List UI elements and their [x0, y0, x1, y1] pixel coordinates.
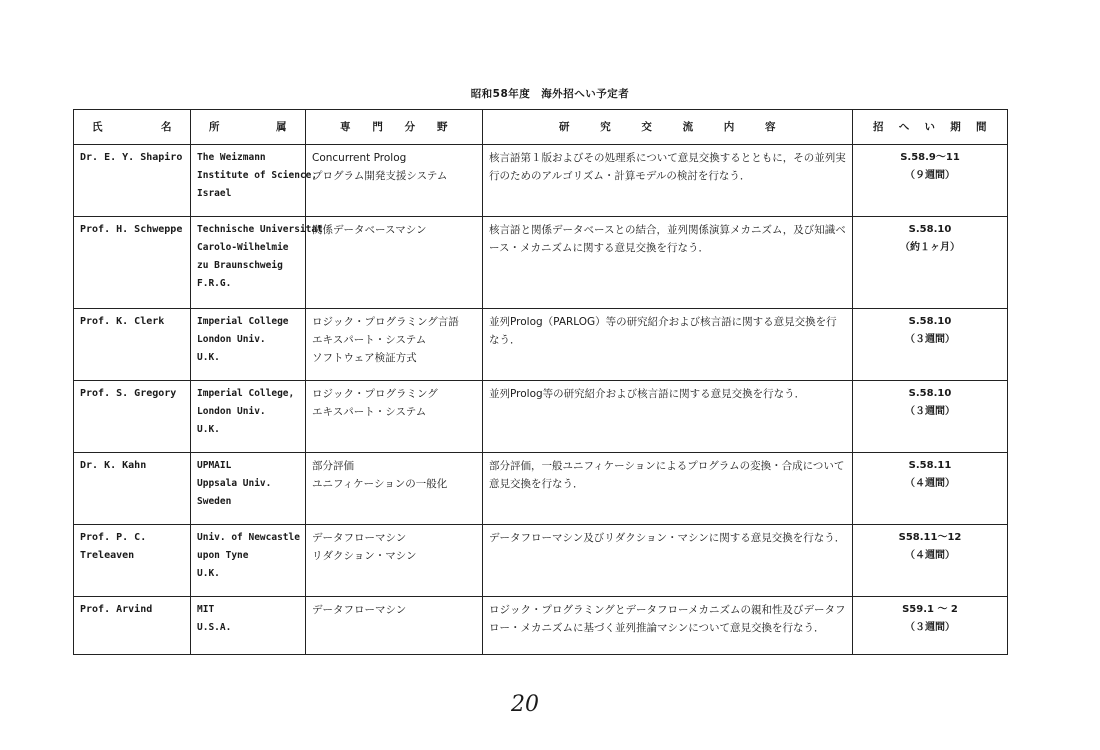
field-line: ロジック・プログラミング [312, 388, 438, 400]
field-line: ソフトウェア検証方式 [312, 352, 417, 364]
period-date: S58.11～12 [898, 532, 962, 543]
field-line: エキスパート・システム [312, 406, 427, 418]
table-row [74, 381, 1008, 453]
period-cell [853, 525, 1008, 597]
period-duration: （４週間） [905, 478, 955, 489]
table-row [74, 525, 1008, 597]
affiliation-line: F.R.G. [197, 278, 232, 289]
period-duration: （３週間） [905, 334, 955, 345]
header-period [853, 110, 1008, 145]
field-line: ロジック・プログラミング言語 [312, 316, 459, 328]
content-text: 並列Prolog（PARLOG）等の研究紹介および核言語に関する意見交換を行なう． [489, 316, 837, 346]
affiliation-cell [191, 145, 318, 217]
affiliation-line: Univ. of Newcastle [197, 532, 300, 543]
header-content-char: 交 [641, 121, 653, 133]
affiliation-cell [191, 597, 306, 655]
field-line: エキスパート・システム [312, 334, 427, 346]
field-line: 部分評価 [312, 460, 354, 472]
header-name-char: 氏 [92, 121, 103, 133]
header-content-char: 究 [600, 121, 612, 133]
field-line: ユニフィケーションの一般化 [312, 478, 448, 490]
field-cell [306, 381, 483, 453]
field-line: データフローマシン [312, 532, 407, 544]
period-date: S.58.11 [908, 460, 952, 471]
affiliation-line: Imperial College, [197, 388, 295, 399]
affiliation-line: upon Tyne [197, 550, 249, 561]
content-cell [483, 145, 853, 217]
content-text: ロジック・プログラミングとデータフローメカニズムの親和性及びデータフロー・メカニズムに基づく並列推論マシンについて意見交換を行なう． [489, 604, 846, 634]
affiliation-line: zu Braunschweig [197, 260, 283, 271]
period-duration: （３週間） [905, 622, 955, 633]
content-cell [483, 309, 853, 381]
table-row [74, 597, 1008, 655]
header-period-char: い [924, 121, 936, 133]
table-row [74, 309, 1008, 381]
header-name-char: 名 [161, 121, 172, 133]
field-cell [306, 145, 483, 217]
affiliation-cell [191, 381, 306, 453]
period-cell [853, 217, 1008, 309]
content-text: 並列Prolog等の研究紹介および核言語に関する意見交換を行なう． [489, 388, 806, 400]
affiliation-line: Israel [197, 188, 232, 199]
affiliation-line: Institute of Science, [197, 170, 318, 181]
affiliation-line: Technische Universitat [197, 224, 323, 235]
affiliation-line: London Univ. [197, 406, 266, 417]
affiliation-line: U.K. [197, 352, 220, 363]
content-text: 核言語と関係データベースとの結合，並列関係演算メカニズム，及び知識ベース・メカニズムに関する意見交換を行なう． [489, 224, 846, 254]
content-cell [483, 217, 853, 309]
affiliation-cell [191, 217, 323, 309]
page-title: 昭和58年度 海外招へい予定者 [470, 88, 630, 100]
affiliation-line: London Univ. [197, 334, 266, 345]
field-line: リダクション・マシン [312, 550, 417, 562]
content-cell [483, 525, 853, 597]
period-duration: （４週間） [905, 550, 955, 561]
header-period-char: 間 [976, 121, 987, 133]
content-text: 部分評価，一般ユニフィケーションによるプログラムの変換・合成について意見交換を行なう． [489, 460, 845, 490]
affiliation-cell [191, 525, 306, 597]
affiliation-cell [191, 309, 306, 381]
affiliation-line: Imperial College [197, 316, 289, 327]
affiliation-line: U.S.A. [197, 622, 232, 633]
header-field-char: 分 [404, 121, 416, 133]
field-line: Concurrent Prolog [312, 152, 407, 164]
affiliation-line: U.K. [197, 568, 220, 579]
header-affiliation-char: 属 [276, 121, 287, 133]
table-row [74, 217, 1008, 309]
content-cell [483, 597, 853, 655]
visitor-name: Dr. K. Kahn [74, 453, 191, 525]
period-date: S.58.10 [908, 224, 952, 235]
affiliation-line: Carolo-Wilhelmie [197, 242, 289, 253]
affiliation-cell [191, 453, 306, 525]
affiliation-line: Uppsala Univ. [197, 478, 272, 489]
affiliation-line: UPMAIL [197, 460, 232, 471]
affiliation-line: The Weizmann [197, 152, 266, 163]
content-text: 核言語第１版およびその処理系について意見交換するとともに，その並列実行のためのアルゴリズム・計算モデルの検討を行なう． [489, 152, 846, 182]
header-field-char: 門 [372, 121, 384, 133]
period-date: S.58.10 [908, 388, 952, 399]
header-content-char: 流 [682, 121, 694, 133]
field-cell [306, 453, 483, 525]
content-cell [483, 453, 853, 525]
period-duration: （約１ヶ月） [900, 242, 960, 253]
period-cell [853, 453, 1008, 525]
period-duration: （３週間） [905, 406, 955, 417]
header-content-char: 容 [764, 121, 776, 133]
period-date: S59.1 ～ 2 [902, 604, 958, 615]
visitor-name: Prof. S. Gregory [74, 381, 191, 453]
header-period-char: 招 [873, 121, 884, 133]
visitor-name: Dr. E. Y. Shapiro [74, 145, 191, 217]
page-number: 20 [511, 692, 539, 717]
header-content-char: 内 [723, 121, 735, 133]
affiliation-line: MIT [197, 604, 215, 615]
field-cell [306, 217, 483, 309]
content-cell [483, 381, 853, 453]
visitor-name: Prof. Arvind [74, 597, 191, 655]
field-cell [306, 597, 483, 655]
header-content [483, 110, 853, 145]
header-name [74, 110, 191, 145]
field-cell [306, 309, 483, 381]
table-row [74, 145, 1008, 217]
period-duration: （９週間） [905, 170, 955, 181]
header-period-char: 期 [950, 121, 962, 133]
field-line: データフローマシン [312, 604, 407, 616]
table-header-row [74, 110, 1008, 145]
header-affiliation [191, 110, 306, 145]
visitor-name: Prof. P. C. Treleaven [74, 525, 191, 597]
field-line: 関係データベースマシン [312, 224, 427, 236]
field-cell [306, 525, 483, 597]
period-cell [853, 597, 1008, 655]
affiliation-line: Sweden [197, 496, 232, 507]
header-field-char: 野 [436, 121, 448, 133]
visitor-schedule-table [73, 109, 1008, 655]
header-content-char: 研 [559, 121, 570, 133]
header-period-char: へ [898, 121, 910, 133]
visitor-name: Prof. H. Schweppe [74, 217, 191, 309]
affiliation-line: U.K. [197, 424, 220, 435]
header-field [306, 110, 483, 145]
header-affiliation-char: 所 [209, 121, 220, 133]
header-field-char: 専 [340, 121, 351, 133]
period-date: S.58.9～11 [900, 152, 960, 163]
field-line: プログラム開発支援システム [312, 170, 448, 182]
table-row [74, 453, 1008, 525]
visitor-name: Prof. K. Clerk [74, 309, 191, 381]
period-cell [853, 309, 1008, 381]
period-date: S.58.10 [908, 316, 952, 327]
period-cell [853, 381, 1008, 453]
period-cell [853, 145, 1008, 217]
content-text: データフローマシン及びリダクション・マシンに関する意見交換を行なう． [489, 532, 846, 544]
